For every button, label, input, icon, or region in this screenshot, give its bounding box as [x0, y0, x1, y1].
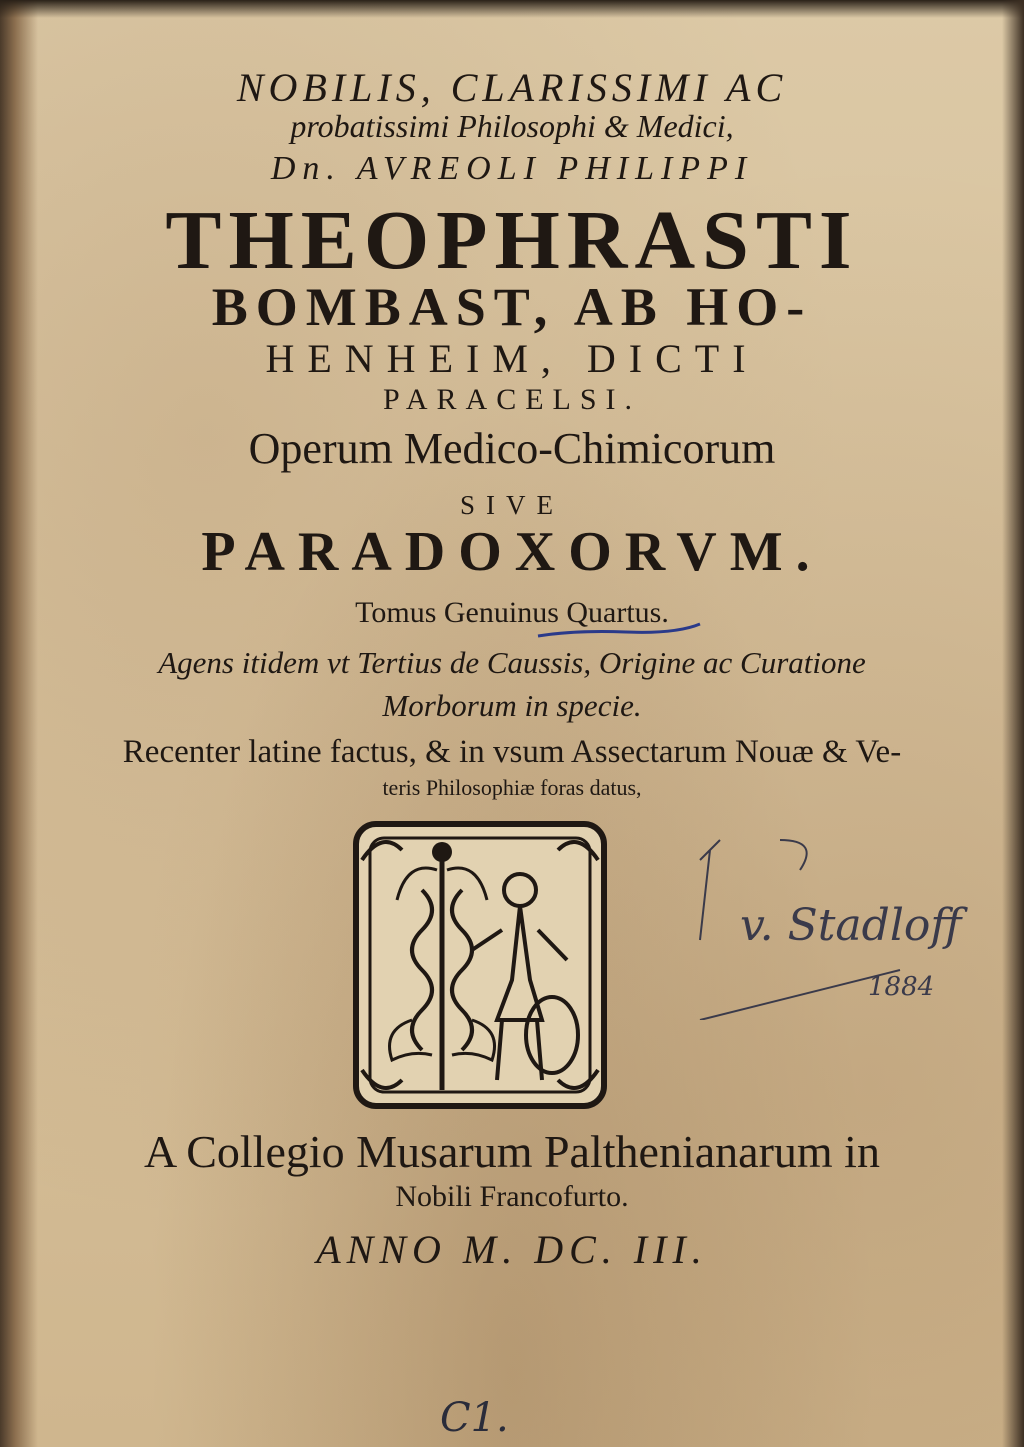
work-title-sive: SIVE: [460, 490, 564, 520]
author-name-main: THEOPHRASTI: [165, 194, 859, 287]
author-epithet: probatissimi Philosophi & Medici,: [290, 108, 734, 144]
author-name-paracelsi: PARACELSI.: [382, 383, 642, 416]
subject-line-2: Morborum in specie.: [382, 688, 642, 723]
subject-line: Agens itidem vt Tertius de Caussis, Origine ac Curatione: [158, 645, 866, 680]
imprint-date: ANNO M. DC. III.: [316, 1227, 708, 1272]
page-edge-top: [0, 0, 1024, 18]
shelfmark: C1.: [440, 1395, 509, 1441]
volume-label: Tomus Genuinus Quartus.: [355, 596, 669, 629]
signature-year: 1884: [868, 972, 935, 1002]
work-title-paradoxorum: PARADOXORVM.: [201, 521, 823, 583]
work-title: Operum Medico-Chimicorum: [248, 424, 776, 473]
translation-note-2: teris Philosophiæ foras datus,: [382, 775, 642, 800]
ink-underline: [536, 616, 702, 642]
imprint-publisher: A Collegio Musarum Palthenianarum in: [144, 1126, 880, 1177]
printers-mark-icon: [352, 820, 608, 1110]
author-name-bombast: BOMBAST, AB HO-: [211, 277, 813, 337]
translation-note: Recenter latine factus, & in vsum Assectarum Nouæ & Ve-: [122, 734, 902, 770]
owner-signature: v. Stadloff: [740, 900, 962, 951]
author-honorific: NOBILIS, CLARISSIMI AC: [236, 65, 788, 110]
author-name-hohenheim: HENHEIM, DICTI: [265, 336, 759, 381]
imprint-place: Nobili Francofurto.: [395, 1180, 629, 1213]
author-name-first: Dn. AVREOLI PHILIPPI: [270, 150, 754, 187]
